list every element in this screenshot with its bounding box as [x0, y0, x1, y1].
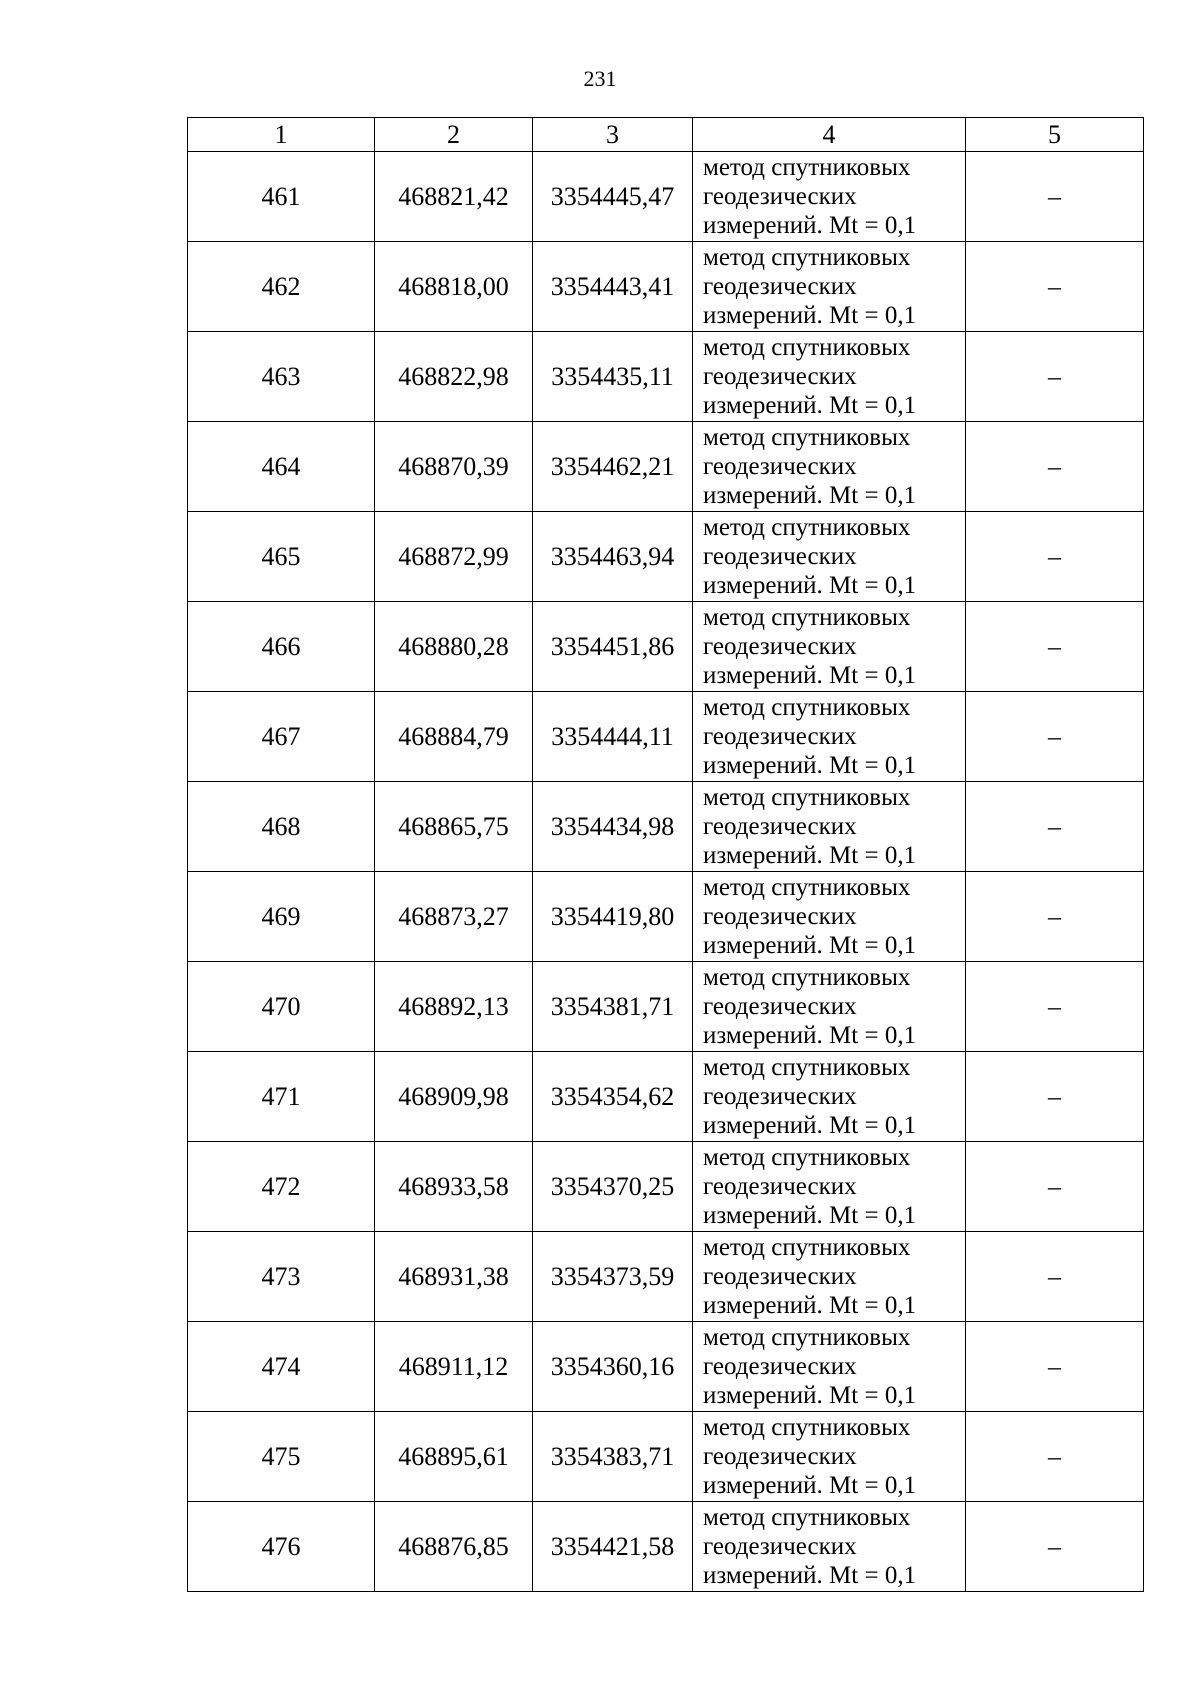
method-line: измерений. Mt = 0,1 [703, 1022, 917, 1049]
table-row [188, 512, 1144, 602]
y-coordinate-cell: 3354360,16 [533, 1322, 693, 1412]
point-number-cell: 463 [188, 332, 375, 422]
y-coordinate-cell: 3354462,21 [533, 422, 693, 512]
note-cell: – [966, 332, 1144, 422]
table-row [188, 1412, 1144, 1502]
header-row [188, 118, 1144, 152]
x-coordinate-cell: 468876,85 [375, 1502, 533, 1592]
method-line: метод спутниковых [703, 874, 911, 901]
method-line: метод спутниковых [703, 1054, 911, 1081]
method-cell [693, 1142, 966, 1232]
method-line: метод спутниковых [703, 424, 911, 451]
point-number-cell: 475 [188, 1412, 375, 1502]
method-line: измерений. Mt = 0,1 [703, 1472, 917, 1499]
table-row [188, 422, 1144, 512]
table-row [188, 1052, 1144, 1142]
method-line: измерений. Mt = 0,1 [703, 572, 917, 599]
point-number-cell: 465 [188, 512, 375, 602]
y-coordinate-cell: 3354434,98 [533, 782, 693, 872]
y-coordinate-cell: 3354443,41 [533, 242, 693, 332]
method-line: метод спутниковых [703, 964, 911, 991]
y-coordinate-cell: 3354354,62 [533, 1052, 693, 1142]
x-coordinate-cell: 468892,13 [375, 962, 533, 1052]
note-cell: – [966, 872, 1144, 962]
note-cell: – [966, 422, 1144, 512]
note-cell: – [966, 512, 1144, 602]
method-line: метод спутниковых [703, 1144, 911, 1171]
method-line: геодезических [703, 633, 857, 660]
method-cell [693, 962, 966, 1052]
x-coordinate-cell: 468873,27 [375, 872, 533, 962]
method-line: геодезических [703, 1353, 857, 1380]
note-cell: – [966, 1232, 1144, 1322]
method-cell [693, 1232, 966, 1322]
method-cell [693, 1052, 966, 1142]
x-coordinate-cell: 468821,42 [375, 152, 533, 242]
point-number-cell: 469 [188, 872, 375, 962]
method-line: геодезических [703, 903, 857, 930]
point-number-cell: 473 [188, 1232, 375, 1322]
method-line: измерений. Mt = 0,1 [703, 1562, 917, 1589]
method-line: метод спутниковых [703, 154, 911, 181]
table-row [188, 602, 1144, 692]
x-coordinate-cell: 468911,12 [375, 1322, 533, 1412]
column-header: 5 [966, 118, 1144, 152]
x-coordinate-cell: 468895,61 [375, 1412, 533, 1502]
y-coordinate-cell: 3354370,25 [533, 1142, 693, 1232]
method-line: измерений. Mt = 0,1 [703, 842, 917, 869]
point-number-cell: 461 [188, 152, 375, 242]
table-body [188, 152, 1144, 1592]
column-header: 2 [375, 118, 533, 152]
x-coordinate-cell: 468880,28 [375, 602, 533, 692]
method-line: измерений. Mt = 0,1 [703, 1382, 917, 1409]
y-coordinate-cell: 3354421,58 [533, 1502, 693, 1592]
x-coordinate-cell: 468933,58 [375, 1142, 533, 1232]
method-line: геодезических [703, 273, 857, 300]
column-header: 1 [188, 118, 375, 152]
table-row [188, 242, 1144, 332]
method-line: геодезических [703, 1443, 857, 1470]
point-number-cell: 472 [188, 1142, 375, 1232]
note-cell: – [966, 602, 1144, 692]
method-cell [693, 422, 966, 512]
method-line: метод спутниковых [703, 1324, 911, 1351]
method-cell [693, 872, 966, 962]
method-line: измерений. Mt = 0,1 [703, 1292, 917, 1319]
method-cell [693, 152, 966, 242]
method-cell [693, 1412, 966, 1502]
method-line: геодезических [703, 453, 857, 480]
method-line: геодезических [703, 1083, 857, 1110]
method-cell [693, 602, 966, 692]
method-line: метод спутниковых [703, 514, 911, 541]
y-coordinate-cell: 3354373,59 [533, 1232, 693, 1322]
column-header: 4 [693, 118, 966, 152]
point-number-cell: 464 [188, 422, 375, 512]
note-cell: – [966, 692, 1144, 782]
x-coordinate-cell: 468865,75 [375, 782, 533, 872]
note-cell: – [966, 962, 1144, 1052]
method-line: метод спутниковых [703, 244, 911, 271]
x-coordinate-cell: 468872,99 [375, 512, 533, 602]
y-coordinate-cell: 3354419,80 [533, 872, 693, 962]
method-line: геодезических [703, 993, 857, 1020]
coordinates-table [187, 117, 1144, 1592]
method-cell [693, 242, 966, 332]
method-line: метод спутниковых [703, 604, 911, 631]
table-row [188, 782, 1144, 872]
table-row [188, 1502, 1144, 1592]
x-coordinate-cell: 468909,98 [375, 1052, 533, 1142]
method-cell [693, 1502, 966, 1592]
column-header: 3 [533, 118, 693, 152]
page-number: 231 [583, 66, 617, 91]
method-line: геодезических [703, 543, 857, 570]
table-row [188, 152, 1144, 242]
table-row [188, 872, 1144, 962]
method-line: измерений. Mt = 0,1 [703, 392, 917, 419]
point-number-cell: 471 [188, 1052, 375, 1142]
y-coordinate-cell: 3354383,71 [533, 1412, 693, 1502]
method-cell [693, 332, 966, 422]
method-line: геодезических [703, 1263, 857, 1290]
method-line: метод спутниковых [703, 1504, 911, 1531]
method-line: измерений. Mt = 0,1 [703, 212, 917, 239]
point-number-cell: 470 [188, 962, 375, 1052]
x-coordinate-cell: 468884,79 [375, 692, 533, 782]
y-coordinate-cell: 3354451,86 [533, 602, 693, 692]
table-row [188, 1142, 1144, 1232]
method-cell [693, 782, 966, 872]
y-coordinate-cell: 3354444,11 [533, 692, 693, 782]
y-coordinate-cell: 3354435,11 [533, 332, 693, 422]
method-line: метод спутниковых [703, 784, 911, 811]
y-coordinate-cell: 3354463,94 [533, 512, 693, 602]
method-cell [693, 512, 966, 602]
note-cell: – [966, 1142, 1144, 1232]
table-row [188, 332, 1144, 422]
point-number-cell: 466 [188, 602, 375, 692]
method-line: геодезических [703, 183, 857, 210]
table-row [188, 962, 1144, 1052]
x-coordinate-cell: 468870,39 [375, 422, 533, 512]
method-line: измерений. Mt = 0,1 [703, 752, 917, 779]
method-line: метод спутниковых [703, 694, 911, 721]
note-cell: – [966, 242, 1144, 332]
note-cell: – [966, 1412, 1144, 1502]
table-row [188, 1232, 1144, 1322]
point-number-cell: 474 [188, 1322, 375, 1412]
y-coordinate-cell: 3354445,47 [533, 152, 693, 242]
method-line: метод спутниковых [703, 1234, 911, 1261]
method-line: измерений. Mt = 0,1 [703, 1112, 917, 1139]
note-cell: – [966, 782, 1144, 872]
method-line: метод спутниковых [703, 1414, 911, 1441]
method-line: геодезических [703, 813, 857, 840]
method-line: геодезических [703, 723, 857, 750]
method-line: геодезических [703, 363, 857, 390]
point-number-cell: 476 [188, 1502, 375, 1592]
method-line: измерений. Mt = 0,1 [703, 932, 917, 959]
method-line: метод спутниковых [703, 334, 911, 361]
method-line: измерений. Mt = 0,1 [703, 1202, 917, 1229]
note-cell: – [966, 152, 1144, 242]
method-line: геодезических [703, 1173, 857, 1200]
table-row [188, 1322, 1144, 1412]
point-number-cell: 467 [188, 692, 375, 782]
point-number-cell: 468 [188, 782, 375, 872]
method-line: измерений. Mt = 0,1 [703, 662, 917, 689]
method-line: геодезических [703, 1533, 857, 1560]
x-coordinate-cell: 468822,98 [375, 332, 533, 422]
note-cell: – [966, 1322, 1144, 1412]
method-cell [693, 692, 966, 782]
method-cell [693, 1322, 966, 1412]
note-cell: – [966, 1502, 1144, 1592]
method-line: измерений. Mt = 0,1 [703, 302, 917, 329]
x-coordinate-cell: 468818,00 [375, 242, 533, 332]
point-number-cell: 462 [188, 242, 375, 332]
x-coordinate-cell: 468931,38 [375, 1232, 533, 1322]
note-cell: – [966, 1052, 1144, 1142]
table-row [188, 692, 1144, 782]
method-line: измерений. Mt = 0,1 [703, 482, 917, 509]
y-coordinate-cell: 3354381,71 [533, 962, 693, 1052]
